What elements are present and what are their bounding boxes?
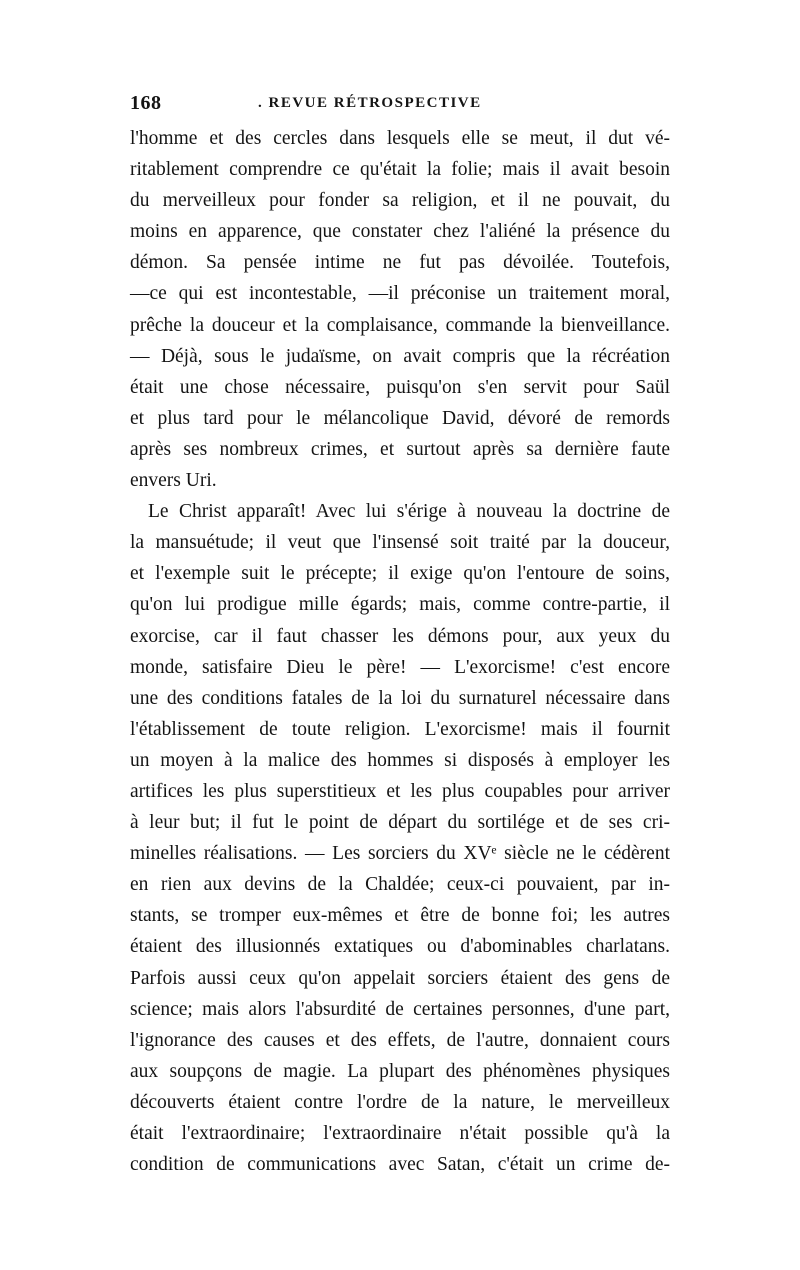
text-line: stants, se tromper eux-mêmes et être de bonne foi; les autres xyxy=(130,905,670,927)
body-text xyxy=(130,123,670,1180)
text-line: monde, satisfaire Dieu le père! — L'exorcisme! c'est encore xyxy=(130,656,670,678)
text-line: envers Uri. xyxy=(130,470,217,492)
text-line: et plus tard pour le mélancolique David, dévoré de remords xyxy=(130,407,670,429)
text-line: prêche la douceur et la complaisance, commande la bienveillance. xyxy=(130,314,670,336)
page-number: 168 xyxy=(130,92,162,114)
text-line: —ce qui est incontestable, —il préconise un traitement moral, xyxy=(130,283,670,305)
text-line: l'établissement de toute religion. L'exorcisme! mais il fournit xyxy=(130,718,670,740)
text-line: condition de communications avec Satan, c'était un crime de- xyxy=(130,1154,670,1176)
text-line: découverts étaient contre l'ordre de la nature, le merveilleux xyxy=(130,1091,670,1113)
text-line: était une chose nécessaire, puisqu'on s'en servit pour Saül xyxy=(130,376,670,398)
text-line: exorcise, car il faut chasser les démons pour, aux yeux du xyxy=(130,625,670,647)
text-line: l'ignorance des causes et des effets, de l'autre, donnaient cours xyxy=(130,1029,670,1051)
text-line: minelles réalisations. — Les sorciers du XVᵉ siècle ne le cédèrent xyxy=(130,843,670,865)
running-title: . REVUE RÉTROSPECTIVE xyxy=(258,95,482,111)
text-line: après ses nombreux crimes, et surtout après sa dernière faute xyxy=(130,438,670,460)
text-line: aux soupçons de magie. La plupart des phénomènes physiques xyxy=(130,1060,670,1082)
text-line: démon. Sa pensée intime ne fut pas dévoilée. Toutefois, xyxy=(130,252,670,274)
text-line: une des conditions fatales de la loi du surnaturel nécessaire dans xyxy=(130,687,670,709)
text-line: artifices les plus superstitieux et les plus coupables pour arriver xyxy=(130,780,670,802)
book-page xyxy=(130,92,670,1180)
text-line: un moyen à la malice des hommes si disposés à employer les xyxy=(130,749,670,771)
text-line: à leur but; il fut le point de départ du sortilége et de ses cri- xyxy=(130,812,670,834)
text-line: qu'on lui prodigue mille égards; mais, comme contre-partie, il xyxy=(130,594,670,616)
text-line: ritablement comprendre ce qu'était la folie; mais il avait besoin xyxy=(130,159,670,181)
text-line: — Déjà, sous le judaïsme, on avait compris que la récréation xyxy=(130,345,670,367)
text-line: du merveilleux pour fonder sa religion, et il ne pouvait, du xyxy=(130,190,670,212)
text-line: en rien aux devins de la Chaldée; ceux-ci pouvaient, par in- xyxy=(130,874,670,896)
text-line: Le Christ apparaît! Avec lui s'érige à nouveau la doctrine de xyxy=(148,501,670,523)
text-line: science; mais alors l'absurdité de certaines personnes, d'une part, xyxy=(130,998,670,1020)
text-line: était l'extraordinaire; l'extraordinaire n'était possible qu'à la xyxy=(130,1123,670,1144)
text-line: la mansuétude; il veut que l'insensé soit traité par la douceur, xyxy=(130,532,670,554)
page-header xyxy=(130,92,670,120)
text-line: et l'exemple suit le précepte; il exige qu'on l'entoure de soins, xyxy=(130,563,670,585)
text-line: Parfois aussi ceux qu'on appelait sorciers étaient des gens de xyxy=(130,967,670,989)
text-line: étaient des illusionnés extatiques ou d'abominables charlatans. xyxy=(130,936,670,958)
text-line: moins en apparence, que constater chez l'aliéné la présence du xyxy=(130,221,670,243)
text-line: l'homme et des cercles dans lesquels elle se meut, il dut vé- xyxy=(130,128,670,149)
